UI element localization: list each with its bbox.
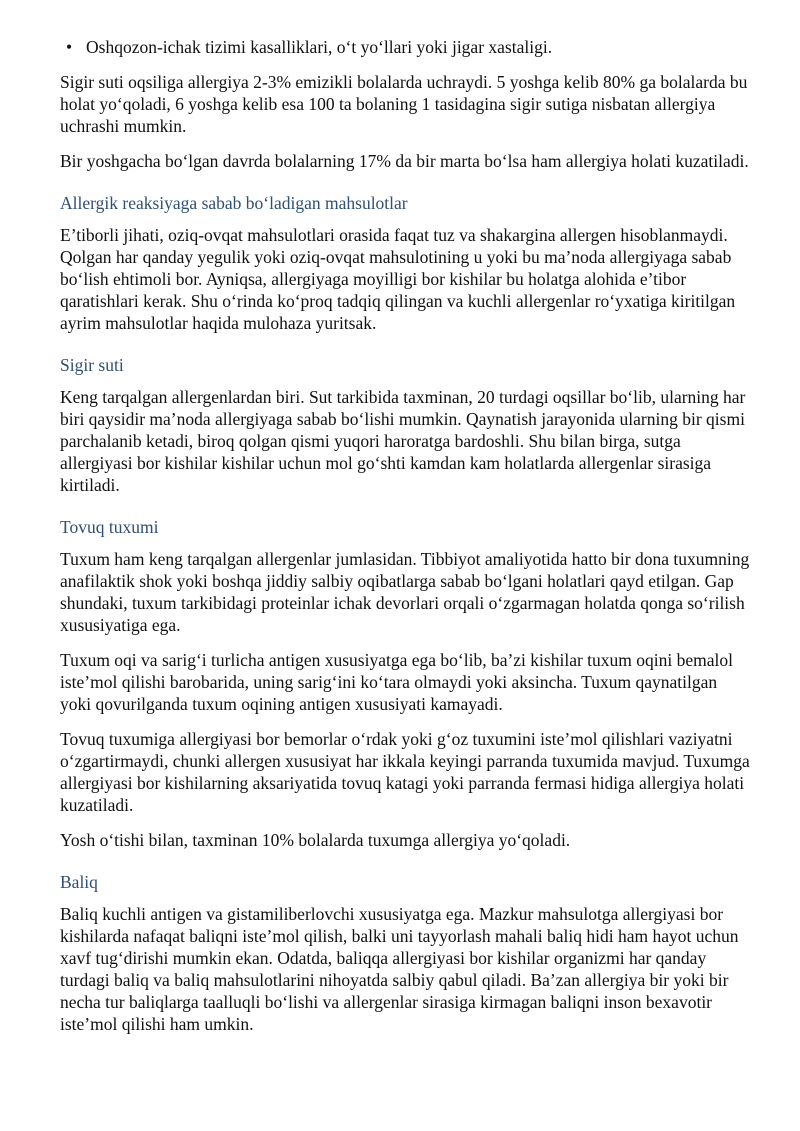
- section-heading: Sigir suti: [60, 355, 124, 375]
- paragraph: Keng tarqalgan allergenlardan biri. Sut tarkibida taxminan, 20 turdagi oqsillar bo‘lib, ularning har biri qaysidir ma’noda allergiyaga sabab bo‘lishi mumkin. Qaynatish jarayonida ularning bir qismi parchalanib ketadi, biroq qolgan qismi yuqori haroratga bardoshli. Shu bilan birga, sutga allergiyasi bor kishilar kishilar uchun mol go‘shti kamdan kam holatlarda allergenlar sirasiga kirtiladi.: [60, 387, 746, 495]
- paragraph: Yosh o‘tishi bilan, taxminan 10% bolalarda tuxumga allergiya yo‘qoladi.: [60, 830, 571, 850]
- document-page: [60, 36, 750, 1048]
- bullet-icon: •: [66, 37, 73, 57]
- bullet-list: [60, 36, 750, 58]
- section-heading: Tovuq tuxumi: [60, 517, 159, 537]
- paragraph: Sigir suti oqsiliga allergiya 2-3% emizikli bolalarda uchraydi. 5 yoshga kelib 80% ga bolalarda bu holat yo‘qoladi, 6 yoshga kelib esa 100 ta bolaning 1 tasidagina sigir sutiga nisbatan allergiya uchrashi mumkin.: [60, 72, 748, 136]
- list-item-text: Oshqozon-ichak tizimi kasalliklari, o‘t yo‘llari yoki jigar xastaligi.: [86, 37, 553, 57]
- paragraph: Baliq kuchli antigen va gistamiliberlovchi xususiyatga ega. Mazkur mahsulotga allergiyasi bor kishilarda nafaqat baliqni iste’mol qilish, balki uni tayyorlash mahali baliq hidi ham hayot uchun xavf tug‘dirishi mumkin ekan. Odatda, baliqqa allergiyasi bor kishilar organizmi har qanday turdagi baliq va baliq mahsulotlarini nihoyatda salbiy qabul qiladi. Ba’zan allergiya bir yoki bir necha tur baliqlarga taalluqli bo‘lishi va allergenlar sirasiga kirmagan baliqni inson bexavotir iste’mol qilishi ham umkin.: [60, 904, 739, 1034]
- section-heading: Baliq: [60, 872, 98, 892]
- list-item: [60, 36, 750, 58]
- paragraph: E’tiborli jihati, oziq-ovqat mahsulotlari orasida faqat tuz va shakargina allergen hisoblanmaydi. Qolgan har qanday yegulik yoki oziq-ovqat mahsulotining u yoki bu ma’noda allergiyaga sabab bo‘lish ehtimoli bor. Ayniqsa, allergiyaga moyilligi bor kishilar bu holatga alohida e’tibor qaratishlari kerak. Shu o‘rinda ko‘proq tadqiq qilingan va kuchli allergenlar ro‘yxatiga kiritilgan ayrim mahsulotlar haqida mulohaza yuritsak.: [60, 225, 736, 333]
- paragraph: Bir yoshgacha bo‘lgan davrda bolalarning 17% da bir marta bo‘lsa ham allergiya holati kuzatiladi.: [60, 151, 749, 171]
- paragraph: Tovuq tuxumiga allergiyasi bor bemorlar o‘rdak yoki g‘oz tuxumini iste’mol qilishlari vaziyatni o‘zgartirmaydi, chunki allergen xususiyat har ikkala keyingi parranda tuxumida mavjud. Tuxumga allergiyasi bor kishilarning aksariyatida tovuq katagi yoki parranda fermasi hidiga allergiya holati kuzatiladi.: [60, 729, 750, 815]
- section-heading: Allergik reaksiyaga sabab bo‘ladigan mahsulotlar: [60, 193, 408, 213]
- paragraph: Tuxum ham keng tarqalgan allergenlar jumlasidan. Tibbiyot amaliyotida hatto bir dona tuxumning anafilaktik shok yoki boshqa jiddiy salbiy oqibatlarga sabab bo‘lgani holatlari qayd etilgan. Gap shundaki, tuxum tarkibidagi proteinlar ichak devorlari orqali o‘zgarmagan holatda qonga so‘rilish xususiyatiga ega.: [60, 549, 750, 635]
- paragraph: Tuxum oqi va sarig‘i turlicha antigen xususiyatga ega bo‘lib, ba’zi kishilar tuxum oqini bemalol iste’mol qilishi barobarida, uning sarig‘ini ko‘tara olmaydi yoki aksincha. Tuxum qaynatilgan yoki qovurilganda tuxum oqining antigen xususiyati kamayadi.: [60, 650, 733, 714]
